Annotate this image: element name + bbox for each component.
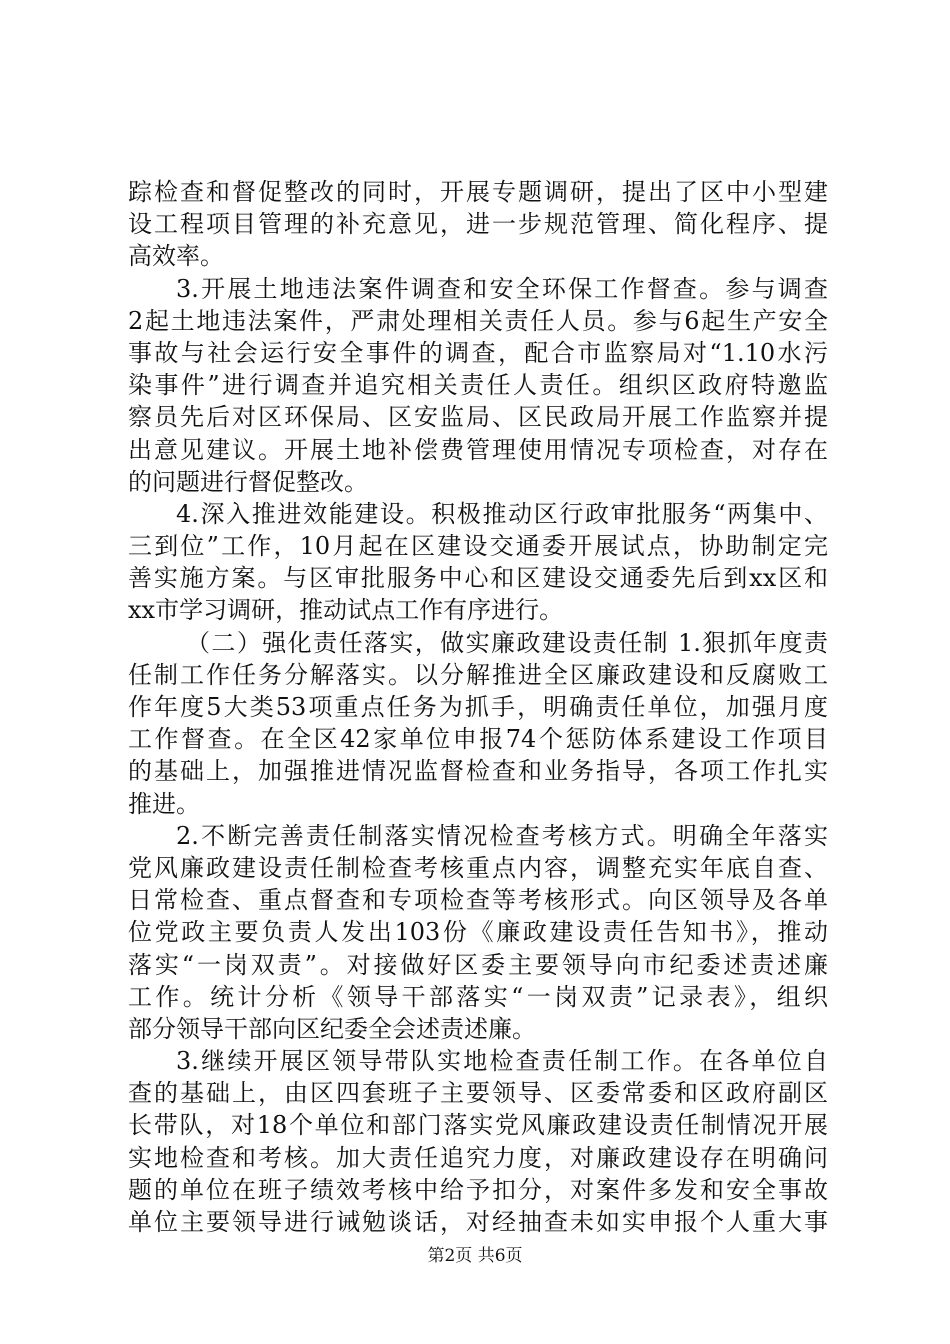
text-line: 落实“一岗双责”。对接做好区委主要领导向市纪委述责述廉 [128,950,828,979]
text-line: 党风廉政建设责任制检查考核重点内容，调整充实年底自查、 [128,853,828,882]
text-line: 推进。 [128,789,200,818]
text-line: 的基础上，加强推进情况监督检查和业务指导，各项工作扎实 [128,757,828,786]
text-line: 任制工作任务分解落实。以分解推进全区廉政建设和反腐败工 [128,660,828,689]
text-line: 设工程项目管理的补充意见，进一步规范管理、简化程序、提 [128,210,828,239]
text-line: 工作督查。在全区42家单位申报74个惩防体系建设工作项目 [128,725,828,754]
text-line: 工作。统计分析《领导干部落实“一岗双责”记录表》，组织 [128,982,828,1011]
text-line: 三到位”工作，10月起在区建设交通委开展试点，协助制定完 [128,532,828,561]
text-line: 实地检查和考核。加大责任追究力度，对廉政建设存在明确问 [128,1143,828,1172]
text-line: 单位主要领导进行诫勉谈话，对经抽查未如实申报个人重大事 [128,1208,828,1236]
text-line: 事故与社会运行安全事件的调查，配合市监察局对“1.10水污 [128,338,828,367]
text-line: xx市学习调研，推动试点工作有序进行。 [128,596,564,625]
text-line: 高效率。 [128,242,224,271]
text-line: 部分领导干部向区纪委全会述责述廉。 [128,1014,536,1043]
text-line: 的问题进行督促整改。 [128,467,368,496]
document-body [128,176,828,1238]
text-line: 2.不断完善责任制落实情况检查考核方式。明确全年落实 [176,821,828,850]
text-line: 日常检查、重点督查和专项检查等考核形式。向区领导及各单 [128,886,828,915]
text-line: 善实施方案。与区审批服务中心和区建设交通委先后到xx区和 [128,564,828,593]
text-line: 染事件”进行调查并追究相关责任人责任。组织区政府特邀监 [128,371,828,400]
text-line: 题的单位在班子绩效考核中给予扣分，对案件多发和安全事故 [128,1175,828,1204]
text-line: 长带队，对18个单位和部门落实党风廉政建设责任制情况开展 [128,1111,828,1140]
text-line: 位党政主要负责人发出103份《廉政建设责任告知书》，推动 [128,918,828,947]
text-line: 察员先后对区环保局、区安监局、区民政局开展工作监察并提 [128,403,828,432]
text-line: 出意见建议。开展土地补偿费管理使用情况专项检查，对存在 [128,435,828,464]
text-line: 3.继续开展区领导带队实地检查责任制工作。在各单位自 [176,1047,828,1076]
text-line: 4.深入推进效能建设。积极推动区行政审批服务“两集中、 [176,499,828,528]
text-line: 作年度5大类53项重点任务为抓手，明确责任单位，加强月度 [128,693,828,721]
text-line: （二）强化责任落实，做实廉政建设责任制 1.狠抓年度责 [186,628,828,657]
text-line: 3.开展土地违法案件调查和安全环保工作督查。参与调查 [176,274,828,303]
text-line: 2起土地违法案件，严肃处理相关责任人员。参与6起生产安全 [128,306,828,335]
page-number-footer: 第2页 共6页 [427,1246,523,1266]
text-line: 查的基础上，由区四套班子主要领导、区委常委和区政府副区 [128,1079,828,1108]
text-line: 踪检查和督促整改的同时，开展专题调研，提出了区中小型建 [128,178,828,206]
